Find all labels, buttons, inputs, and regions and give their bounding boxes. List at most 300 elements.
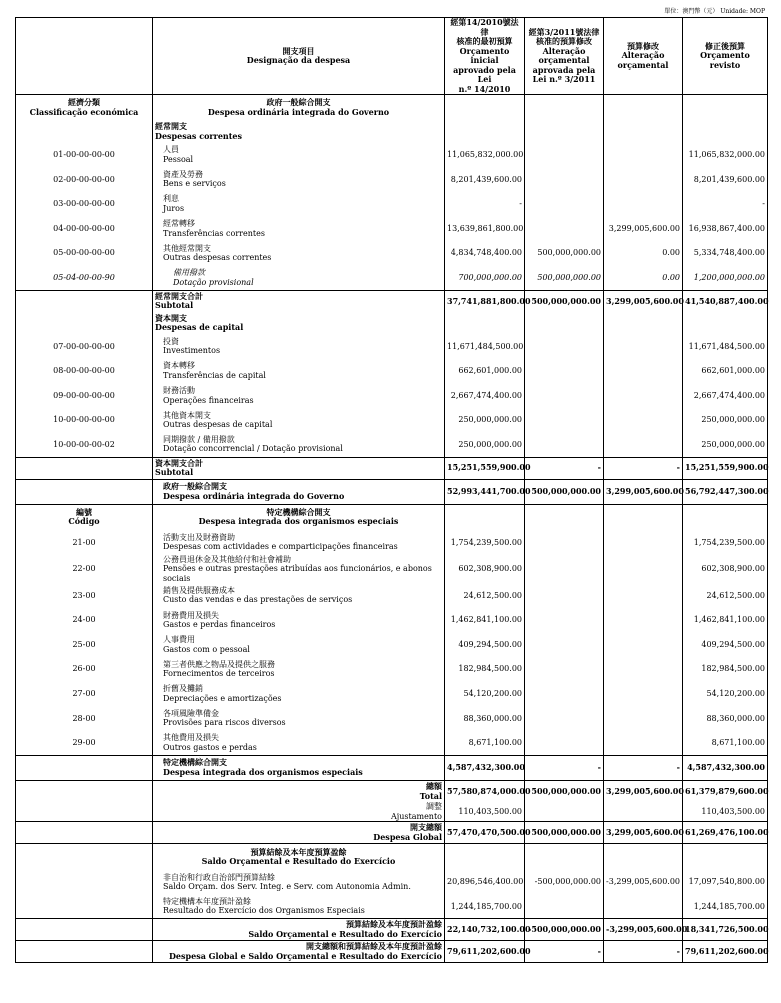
cell-revised-budget: 250,000,000.00 bbox=[683, 432, 768, 457]
cell-initial-budget: 2,667,474,400.00 bbox=[445, 383, 525, 408]
text-line: Outras despesas correntes bbox=[163, 253, 272, 263]
row-description bbox=[153, 682, 445, 707]
table-row bbox=[16, 334, 768, 359]
cell-revised-budget: - bbox=[683, 192, 768, 217]
row-code bbox=[16, 870, 153, 895]
cell-alteration: 3,299,005,600.00 bbox=[604, 780, 683, 802]
table-row bbox=[16, 894, 768, 919]
text-line: Orçamento inicial bbox=[459, 45, 510, 65]
text-line: Pessoal bbox=[163, 154, 194, 164]
table-row bbox=[16, 608, 768, 633]
text-line: 預算修改 bbox=[627, 40, 659, 51]
cell-alteration-law bbox=[525, 608, 604, 633]
row-code bbox=[16, 755, 153, 780]
cell-alteration: 3,299,005,600.00 bbox=[604, 290, 683, 312]
row-description bbox=[153, 121, 445, 143]
cell-alteration-law: 500,000,000.00 bbox=[525, 822, 604, 844]
cell-alteration-law: 500,000,000.00 bbox=[525, 241, 604, 266]
cell-alteration-law: - bbox=[525, 457, 604, 479]
table-row bbox=[16, 479, 768, 504]
row-description bbox=[153, 192, 445, 217]
cell-alteration bbox=[604, 192, 683, 217]
row-description bbox=[153, 290, 445, 312]
cell-initial-budget: 602,308,900.00 bbox=[445, 555, 525, 584]
text-line: 開支總額和預算結餘及本年度預計盈餘 bbox=[306, 941, 442, 952]
row-code bbox=[16, 844, 153, 870]
header-col-initial-budget bbox=[445, 18, 525, 95]
row-description bbox=[153, 632, 445, 657]
table-row bbox=[16, 632, 768, 657]
row-code: 07-00-00-00-00 bbox=[16, 334, 153, 359]
cell-initial-budget: 182,984,500.00 bbox=[445, 657, 525, 682]
cell-alteration-law bbox=[525, 530, 604, 555]
cell-alteration bbox=[604, 583, 683, 608]
cell-revised-budget: 88,360,000.00 bbox=[683, 706, 768, 731]
text-line: Despesa Global e Saldo Orçamental e Resultado do Exercício bbox=[168, 950, 442, 961]
cell-initial-budget: 57,580,874,000.00 bbox=[445, 780, 525, 802]
text-line: Outros gastos e perdas bbox=[163, 742, 257, 752]
row-code bbox=[16, 894, 153, 919]
row-description bbox=[153, 432, 445, 457]
text-line: Alteração bbox=[542, 45, 586, 56]
cell-revised-budget: 16,938,867,400.00 bbox=[683, 216, 768, 241]
cell-initial-budget: 13,639,861,800.00 bbox=[445, 216, 525, 241]
cell-revised-budget: 11,065,832,000.00 bbox=[683, 143, 768, 168]
row-code bbox=[16, 95, 153, 121]
cell-alteration-law bbox=[525, 504, 604, 530]
cell-alteration-law bbox=[525, 216, 604, 241]
cell-alteration-law bbox=[525, 95, 604, 121]
cell-alteration-law bbox=[525, 894, 604, 919]
cell-revised-budget bbox=[683, 121, 768, 143]
cell-alteration bbox=[604, 802, 683, 822]
cell-initial-budget: - bbox=[445, 192, 525, 217]
row-description bbox=[153, 334, 445, 359]
cell-initial-budget: 662,601,000.00 bbox=[445, 359, 525, 384]
table-row bbox=[16, 706, 768, 731]
cell-alteration bbox=[604, 383, 683, 408]
row-description bbox=[153, 504, 445, 530]
cell-alteration bbox=[604, 682, 683, 707]
cell-revised-budget bbox=[683, 504, 768, 530]
cell-alteration bbox=[604, 334, 683, 359]
cell-alteration-law bbox=[525, 359, 604, 384]
row-description bbox=[153, 359, 445, 384]
row-code: 10-00-00-00-02 bbox=[16, 432, 153, 457]
row-description bbox=[153, 870, 445, 895]
row-description bbox=[153, 457, 445, 479]
text-line: Despesas correntes bbox=[155, 130, 243, 141]
table-row bbox=[16, 844, 768, 870]
table-row bbox=[16, 802, 768, 822]
cell-initial-budget: 4,587,432,300.00 bbox=[445, 755, 525, 780]
cell-initial-budget: 700,000,000.00 bbox=[445, 265, 525, 290]
cell-initial-budget: 250,000,000.00 bbox=[445, 408, 525, 433]
table-row bbox=[16, 583, 768, 608]
text-line: 編號 bbox=[76, 506, 92, 517]
table-row bbox=[16, 432, 768, 457]
text-line: Dotação provisional bbox=[173, 277, 254, 287]
cell-revised-budget: 61,379,879,600.00 bbox=[683, 780, 768, 802]
cell-revised-budget: 110,403,500.00 bbox=[683, 802, 768, 822]
cell-initial-budget: 57,470,470,500.00 bbox=[445, 822, 525, 844]
cell-revised-budget: 1,244,185,700.00 bbox=[683, 894, 768, 919]
text-line: Subtotal bbox=[155, 467, 194, 478]
row-description bbox=[153, 479, 445, 504]
cell-revised-budget: 1,754,239,500.00 bbox=[683, 530, 768, 555]
text-line: Orçamento revisto bbox=[700, 50, 750, 70]
text-line: Investimentos bbox=[163, 346, 221, 356]
cell-alteration-law: 500,000,000.00 bbox=[525, 780, 604, 802]
row-description bbox=[153, 143, 445, 168]
row-code bbox=[16, 457, 153, 479]
text-line: 政府一般綜合開支 bbox=[163, 481, 227, 492]
cell-alteration-law: - bbox=[525, 755, 604, 780]
text-line: 其他費用及損失 bbox=[163, 733, 219, 743]
text-line: Juros bbox=[163, 203, 185, 213]
row-code: 10-00-00-00-00 bbox=[16, 408, 153, 433]
cell-alteration-law bbox=[525, 583, 604, 608]
row-description bbox=[153, 706, 445, 731]
text-line: 調整 bbox=[426, 802, 442, 812]
text-line: 備用撥款 bbox=[173, 268, 205, 278]
table-row bbox=[16, 359, 768, 384]
text-line: Ajustamento bbox=[390, 811, 442, 821]
text-line: Lei n.º 3/2011 bbox=[532, 74, 596, 84]
table-header-row bbox=[16, 18, 768, 95]
cell-revised-budget bbox=[683, 844, 768, 870]
cell-alteration-law bbox=[525, 192, 604, 217]
cell-alteration bbox=[604, 312, 683, 334]
text-line: 投資 bbox=[163, 336, 179, 346]
table-body bbox=[16, 95, 768, 963]
cell-revised-budget: 1,462,841,100.00 bbox=[683, 608, 768, 633]
text-line: Fornecimentos de terceiros bbox=[163, 669, 275, 679]
row-code bbox=[16, 822, 153, 844]
cell-revised-budget: 41,540,887,400.00 bbox=[683, 290, 768, 312]
unit-label: 單位：澳門幣（元） Unidade: MOP bbox=[664, 8, 765, 15]
text-line: orçamental bbox=[617, 59, 669, 70]
table-row bbox=[16, 530, 768, 555]
cell-alteration bbox=[604, 408, 683, 433]
cell-revised-budget: 8,671,100.00 bbox=[683, 731, 768, 756]
row-code: 24-00 bbox=[16, 608, 153, 633]
table-row bbox=[16, 312, 768, 334]
text-line: 開支項目 bbox=[282, 45, 315, 56]
row-description bbox=[153, 755, 445, 780]
cell-revised-budget: 409,294,500.00 bbox=[683, 632, 768, 657]
cell-initial-budget: 409,294,500.00 bbox=[445, 632, 525, 657]
row-code bbox=[16, 780, 153, 802]
cell-alteration-law bbox=[525, 802, 604, 822]
text-line: 特定機構本年度預計盈餘 bbox=[163, 896, 251, 906]
row-description bbox=[153, 802, 445, 822]
text-line: 政府一般綜合開支 bbox=[266, 97, 331, 108]
cell-alteration bbox=[604, 844, 683, 870]
row-code: 02-00-00-00-00 bbox=[16, 167, 153, 192]
row-code: 05-04-00-00-90 bbox=[16, 265, 153, 290]
row-description bbox=[153, 383, 445, 408]
cell-initial-budget: 4,834,748,400.00 bbox=[445, 241, 525, 266]
cell-alteration-law bbox=[525, 121, 604, 143]
text-line: 經濟分類 bbox=[68, 97, 100, 108]
text-line: 各項風險準備金 bbox=[163, 708, 219, 718]
text-line: Despesa integrada dos organismos especiais bbox=[163, 766, 363, 777]
row-description bbox=[153, 408, 445, 433]
text-line: 人員 bbox=[163, 145, 179, 155]
cell-revised-budget: 11,671,484,500.00 bbox=[683, 334, 768, 359]
cell-alteration: - bbox=[604, 941, 683, 963]
text-line: 資本開支 bbox=[155, 312, 187, 323]
text-line: 非自治和行政自治部門預算結餘 bbox=[163, 872, 275, 882]
text-line: Despesa Global bbox=[373, 831, 442, 842]
cell-alteration bbox=[604, 95, 683, 121]
cell-initial-budget: 1,244,185,700.00 bbox=[445, 894, 525, 919]
table-row bbox=[16, 504, 768, 530]
cell-alteration bbox=[604, 731, 683, 756]
table-row bbox=[16, 265, 768, 290]
text-line: 折舊及攤銷 bbox=[163, 684, 203, 694]
cell-initial-budget: 8,201,439,600.00 bbox=[445, 167, 525, 192]
text-line: Gastos e perdas financeiros bbox=[163, 620, 276, 630]
cell-alteration-law bbox=[525, 706, 604, 731]
text-line: aprovado pela Lei bbox=[453, 64, 516, 84]
table-row bbox=[16, 457, 768, 479]
text-line: 財務活動 bbox=[163, 386, 195, 396]
text-line: Pensões e outras prestações atribuídas aos funcionários, e abonos sociais bbox=[163, 564, 432, 583]
cell-initial-budget: 1,754,239,500.00 bbox=[445, 530, 525, 555]
table-row bbox=[16, 822, 768, 844]
text-line: 同期撥款 / 備用撥款 bbox=[163, 434, 235, 444]
cell-alteration: 0.00 bbox=[604, 241, 683, 266]
table-row bbox=[16, 143, 768, 168]
cell-revised-budget: 56,792,447,300.00 bbox=[683, 479, 768, 504]
cell-alteration-law: 500,000,000.00 bbox=[525, 479, 604, 504]
text-line: Bens e serviços bbox=[163, 179, 226, 189]
cell-alteration-law bbox=[525, 657, 604, 682]
row-code: 01-00-00-00-00 bbox=[16, 143, 153, 168]
text-line: 資本開支合計 bbox=[155, 457, 203, 468]
row-code: 23-00 bbox=[16, 583, 153, 608]
row-code bbox=[16, 121, 153, 143]
text-line: Alteração bbox=[621, 50, 665, 61]
table-row bbox=[16, 408, 768, 433]
text-line: 公務員退休金及其他給付和社會補助 bbox=[163, 554, 291, 564]
text-line: n.º 14/2010 bbox=[458, 83, 511, 94]
cell-alteration bbox=[604, 530, 683, 555]
cell-initial-budget: 88,360,000.00 bbox=[445, 706, 525, 731]
text-line: Despesa ordinária integrada do Governo bbox=[207, 106, 390, 117]
text-line: Código bbox=[68, 516, 100, 527]
row-description bbox=[153, 844, 445, 870]
cell-initial-budget bbox=[445, 312, 525, 334]
cell-alteration-law bbox=[525, 555, 604, 584]
row-code bbox=[16, 504, 153, 530]
cell-revised-budget bbox=[683, 95, 768, 121]
cell-alteration bbox=[604, 894, 683, 919]
table-row bbox=[16, 780, 768, 802]
text-line: Despesa integrada dos organismos especiais bbox=[198, 516, 399, 527]
text-line: Total bbox=[419, 790, 442, 801]
text-line: Saldo Orçam. dos Serv. Integ. e Serv. com Autonomia Admin. bbox=[163, 882, 411, 892]
text-line: 其他資本開支 bbox=[163, 410, 211, 420]
cell-alteration bbox=[604, 657, 683, 682]
table-row bbox=[16, 682, 768, 707]
cell-alteration: 0.00 bbox=[604, 265, 683, 290]
cell-revised-budget: 79,611,202,600.00 bbox=[683, 941, 768, 963]
table-row bbox=[16, 383, 768, 408]
row-description bbox=[153, 919, 445, 941]
cell-initial-budget: 24,612,500.00 bbox=[445, 583, 525, 608]
cell-initial-budget: 37,741,881,800.00 bbox=[445, 290, 525, 312]
row-description bbox=[153, 216, 445, 241]
cell-revised-budget: 2,667,474,400.00 bbox=[683, 383, 768, 408]
text-line: Designação da despesa bbox=[246, 55, 351, 65]
row-code: 22-00 bbox=[16, 555, 153, 584]
text-line: 經常開支 bbox=[155, 121, 187, 131]
cell-initial-budget bbox=[445, 121, 525, 143]
cell-initial-budget: 20,896,546,400.00 bbox=[445, 870, 525, 895]
cell-alteration bbox=[604, 121, 683, 143]
cell-alteration bbox=[604, 432, 683, 457]
row-code: 08-00-00-00-00 bbox=[16, 359, 153, 384]
cell-alteration bbox=[604, 706, 683, 731]
cell-alteration: - bbox=[604, 457, 683, 479]
cell-initial-budget: 11,671,484,500.00 bbox=[445, 334, 525, 359]
cell-alteration: - bbox=[604, 755, 683, 780]
text-line: 資本轉移 bbox=[163, 361, 195, 371]
row-code bbox=[16, 919, 153, 941]
cell-alteration-law: 500,000,000.00 bbox=[525, 290, 604, 312]
cell-alteration-law bbox=[525, 731, 604, 756]
cell-alteration-law: -500,000,000.00 bbox=[525, 870, 604, 895]
text-line: 特定機構綜合開支 bbox=[163, 757, 227, 768]
header-col-code bbox=[16, 18, 153, 95]
cell-revised-budget: 61,269,476,100.00 bbox=[683, 822, 768, 844]
cell-initial-budget bbox=[445, 504, 525, 530]
table-row bbox=[16, 167, 768, 192]
cell-alteration-law bbox=[525, 844, 604, 870]
cell-revised-budget: 5,334,748,400.00 bbox=[683, 241, 768, 266]
cell-alteration-law: -500,000,000.00 bbox=[525, 919, 604, 941]
table-row bbox=[16, 95, 768, 121]
text-line: Despesa ordinária integrada do Governo bbox=[163, 490, 345, 501]
row-description bbox=[153, 95, 445, 121]
cell-alteration-law bbox=[525, 682, 604, 707]
cell-revised-budget: 17,097,540,800.00 bbox=[683, 870, 768, 895]
row-description bbox=[153, 312, 445, 334]
table-row bbox=[16, 192, 768, 217]
cell-initial-budget: 22,140,732,100.00 bbox=[445, 919, 525, 941]
text-line: 經第14/2010號法律 bbox=[450, 17, 519, 37]
text-line: Saldo Orçamental e Resultado do Exercício bbox=[248, 928, 442, 939]
table-row bbox=[16, 121, 768, 143]
cell-revised-budget: 182,984,500.00 bbox=[683, 657, 768, 682]
row-code: 27-00 bbox=[16, 682, 153, 707]
row-description bbox=[153, 530, 445, 555]
cell-initial-budget: 11,065,832,000.00 bbox=[445, 143, 525, 168]
row-code bbox=[16, 941, 153, 963]
row-description bbox=[153, 555, 445, 584]
text-line: Dotação concorrencial / Dotação provisional bbox=[163, 444, 343, 454]
cell-alteration-law: 500,000,000.00 bbox=[525, 265, 604, 290]
cell-alteration: -3,299,005,600.00 bbox=[604, 870, 683, 895]
row-code bbox=[16, 290, 153, 312]
text-line: Custo das vendas e das prestações de serviços bbox=[163, 595, 353, 605]
text-line: Outras despesas de capital bbox=[163, 420, 273, 430]
cell-initial-budget: 250,000,000.00 bbox=[445, 432, 525, 457]
text-line: Depreciações e amortizações bbox=[163, 693, 282, 703]
table-row bbox=[16, 870, 768, 895]
cell-alteration bbox=[604, 608, 683, 633]
row-code: 04-00-00-00-00 bbox=[16, 216, 153, 241]
row-description bbox=[153, 583, 445, 608]
text-line: 開支總額 bbox=[410, 822, 442, 833]
row-description bbox=[153, 941, 445, 963]
text-line: Despesas com actividades e comparticipações financeiras bbox=[163, 542, 398, 552]
cell-initial-budget: 54,120,200.00 bbox=[445, 682, 525, 707]
table-row bbox=[16, 241, 768, 266]
text-line: 預算結餘及本年度預算盈餘 bbox=[250, 846, 347, 857]
cell-revised-budget: 662,601,000.00 bbox=[683, 359, 768, 384]
text-line: 銷售及提供服務成本 bbox=[163, 585, 235, 595]
cell-alteration-law bbox=[525, 432, 604, 457]
text-line: 核准的最初預算 bbox=[456, 36, 513, 46]
text-line: 核准的預算修改 bbox=[536, 36, 592, 46]
header-col-alteration bbox=[604, 18, 683, 95]
cell-alteration bbox=[604, 632, 683, 657]
text-line: 財務費用及損失 bbox=[163, 610, 219, 620]
cell-revised-budget: 15,251,559,900.00 bbox=[683, 457, 768, 479]
cell-alteration bbox=[604, 555, 683, 584]
row-description bbox=[153, 608, 445, 633]
text-line: orçamental bbox=[538, 55, 590, 65]
table-row bbox=[16, 216, 768, 241]
row-code: 26-00 bbox=[16, 657, 153, 682]
cell-initial-budget: 110,403,500.00 bbox=[445, 802, 525, 822]
cell-alteration: -3,299,005,600.00 bbox=[604, 919, 683, 941]
text-line: Provisões para riscos diversos bbox=[163, 718, 286, 728]
row-code bbox=[16, 479, 153, 504]
row-code: 05-00-00-00-00 bbox=[16, 241, 153, 266]
text-line: 預算結餘及本年度預計盈餘 bbox=[346, 919, 442, 930]
cell-initial-budget bbox=[445, 95, 525, 121]
text-line: Transferências de capital bbox=[163, 370, 266, 380]
cell-revised-budget: 54,120,200.00 bbox=[683, 682, 768, 707]
text-line: Gastos com o pessoal bbox=[163, 644, 250, 654]
table-row bbox=[16, 941, 768, 963]
table-row bbox=[16, 290, 768, 312]
text-line: 資產及勞務 bbox=[163, 169, 203, 179]
row-code bbox=[16, 312, 153, 334]
cell-alteration: 3,299,005,600.00 bbox=[604, 479, 683, 504]
text-line: Saldo Orçamental e Resultado do Exercício bbox=[201, 856, 396, 867]
text-line: 第三者供應之物品及提供之服務 bbox=[163, 659, 275, 669]
row-description bbox=[153, 780, 445, 802]
text-line: 人事費用 bbox=[163, 635, 195, 645]
cell-initial-budget: 15,251,559,900.00 bbox=[445, 457, 525, 479]
text-line: Operações financeiras bbox=[163, 395, 254, 405]
cell-alteration bbox=[604, 143, 683, 168]
row-description bbox=[153, 167, 445, 192]
row-description bbox=[153, 822, 445, 844]
cell-alteration-law bbox=[525, 143, 604, 168]
cell-initial-budget: 79,611,202,600.00 bbox=[445, 941, 525, 963]
table-row bbox=[16, 731, 768, 756]
text-line: 特定機構綜合開支 bbox=[266, 506, 331, 517]
cell-alteration bbox=[604, 359, 683, 384]
cell-alteration-law: - bbox=[525, 941, 604, 963]
